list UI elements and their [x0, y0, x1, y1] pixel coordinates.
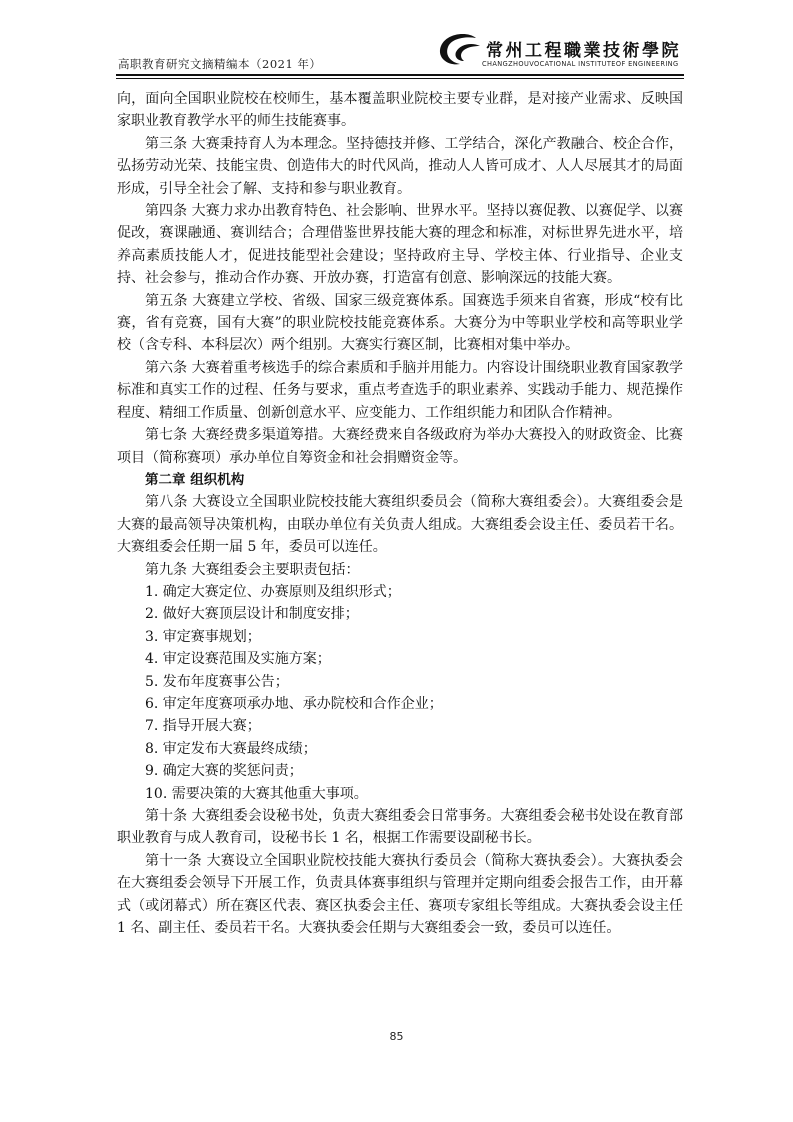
article-4: 第四条 大赛力求办出教育特色、社会影响、世界水平。坚持以赛促教、以赛促学、以赛促改，赛课融通、赛训结合；合理借鉴世界技能大赛的理念和标准，对标世界先进水平，培养高素质技能人才，促进技能型社会建设；坚持政府主导、学校主体、行业指导、企业支持、社会参与，推动合作办赛、开放办赛，打造富有创意、影响深远的技能大赛。 — [117, 203, 683, 287]
list-item: 7. 指导开展大赛； — [145, 718, 261, 735]
chapter-heading: 第二章 组织机构 — [145, 471, 245, 488]
list-item: 5. 发布年度赛事公告； — [145, 673, 289, 690]
college-logo-icon — [436, 32, 482, 68]
paragraph-continued: 向，面向全国职业院校在校师生，基本覆盖职业院校主要专业群，是对接产业需求、反映国家职业教育教学水平的师生技能赛事。 — [117, 91, 683, 130]
list-item: 1. 确定大赛定位、办赛原则及组织形式； — [145, 583, 401, 600]
page-body — [117, 88, 683, 939]
article-3: 第三条 大赛秉持育人为本理念。坚持德技并修、工学结合，深化产教融合、校企合作，弘扬劳动光荣、技能宝贵、创造伟大的时代风尚，推动人人皆可成才、人人尽展其才的局面形成，引导全社会了解、支持和参与职业教育。 — [117, 135, 683, 197]
list-item: 4. 审定设赛范围及实施方案； — [145, 651, 331, 668]
header-publication-title: 高职教育研究文摘精编本（2021 年） — [118, 57, 322, 71]
article-9: 第九条 大赛组委会主要职责包括： — [145, 561, 360, 578]
logo-english-name: CHANGZHOUVOCATIONAL INSTITUTEOF ENGINEERING — [482, 60, 679, 68]
list-item: 8. 审定发布大赛最终成绩； — [145, 740, 317, 757]
list-item: 3. 审定赛事规划； — [145, 628, 261, 645]
college-logo — [436, 30, 686, 72]
article-5: 第五条 大赛建立学校、省级、国家三级竞赛体系。国赛选手须来自省赛，形成“校有比赛，省有竞赛，国有大赛”的职业院校技能竞赛体系。大赛分为中等职业学校和高等职业学校（含专科、本科层次）两个组别。大赛实行赛区制，比赛相对集中举办。 — [117, 292, 683, 354]
header-rule-thin — [116, 78, 684, 79]
article-10: 第十条 大赛组委会设秘书处，负责大赛组委会日常事务。大赛组委会秘书处设在教育部职业教育与成人教育司，设秘书长 1 名，根据工作需要设副秘书长。 — [117, 808, 683, 847]
article-7: 第七条 大赛经费多渠道筹措。大赛经费来自各级政府为举办大赛投入的财政资金、比赛项目（简称赛项）承办单位自筹资金和社会捐赠资金等。 — [117, 427, 683, 466]
article-6: 第六条 大赛着重考核选手的综合素质和手脑并用能力。内容设计围绕职业教育国家教学标准和真实工作的过程、任务与要求，重点考查选手的职业素养、实践动手能力、规范操作程度、精细工作质量、创新创意水平、应变能力、工作组织能力和团队合作精神。 — [117, 359, 683, 421]
list-item: 6. 审定年度赛项承办地、承办院校和合作企业； — [145, 695, 443, 712]
list-item: 2. 做好大赛顶层设计和制度安排； — [145, 606, 359, 623]
page-number: 85 — [389, 1030, 404, 1043]
article-8: 第八条 大赛设立全国职业院校技能大赛组织委员会（简称大赛组委会）。大赛组委会是大赛的最高领导决策机构，由联办单位有关负责人组成。大赛组委会设主任、委员若干名。大赛组委会任期一届 5 年，委员可以连任。 — [117, 494, 683, 556]
logo-chinese-name: 常州工程職業技術學院 — [486, 41, 681, 61]
list-item: 10. 需要决策的大赛其他重大事项。 — [145, 785, 368, 802]
article-11: 第十一条 大赛设立全国职业院校技能大赛执行委员会（简称大赛执委会）。大赛执委会在大赛组委会领导下开展工作，负责具体赛事组织与管理并定期向组委会报告工作，由开幕式（或闭幕式）所在赛区代表、赛区执委会主任、赛项专家组长等组成。大赛执委会设主任 1 名、副主任、委员若干名。大赛执委会任期与大赛组委会一致，委员可以连任。 — [117, 852, 683, 937]
list-item: 9. 确定大赛的奖惩问责； — [145, 763, 303, 780]
header-rule-thick — [116, 74, 684, 76]
